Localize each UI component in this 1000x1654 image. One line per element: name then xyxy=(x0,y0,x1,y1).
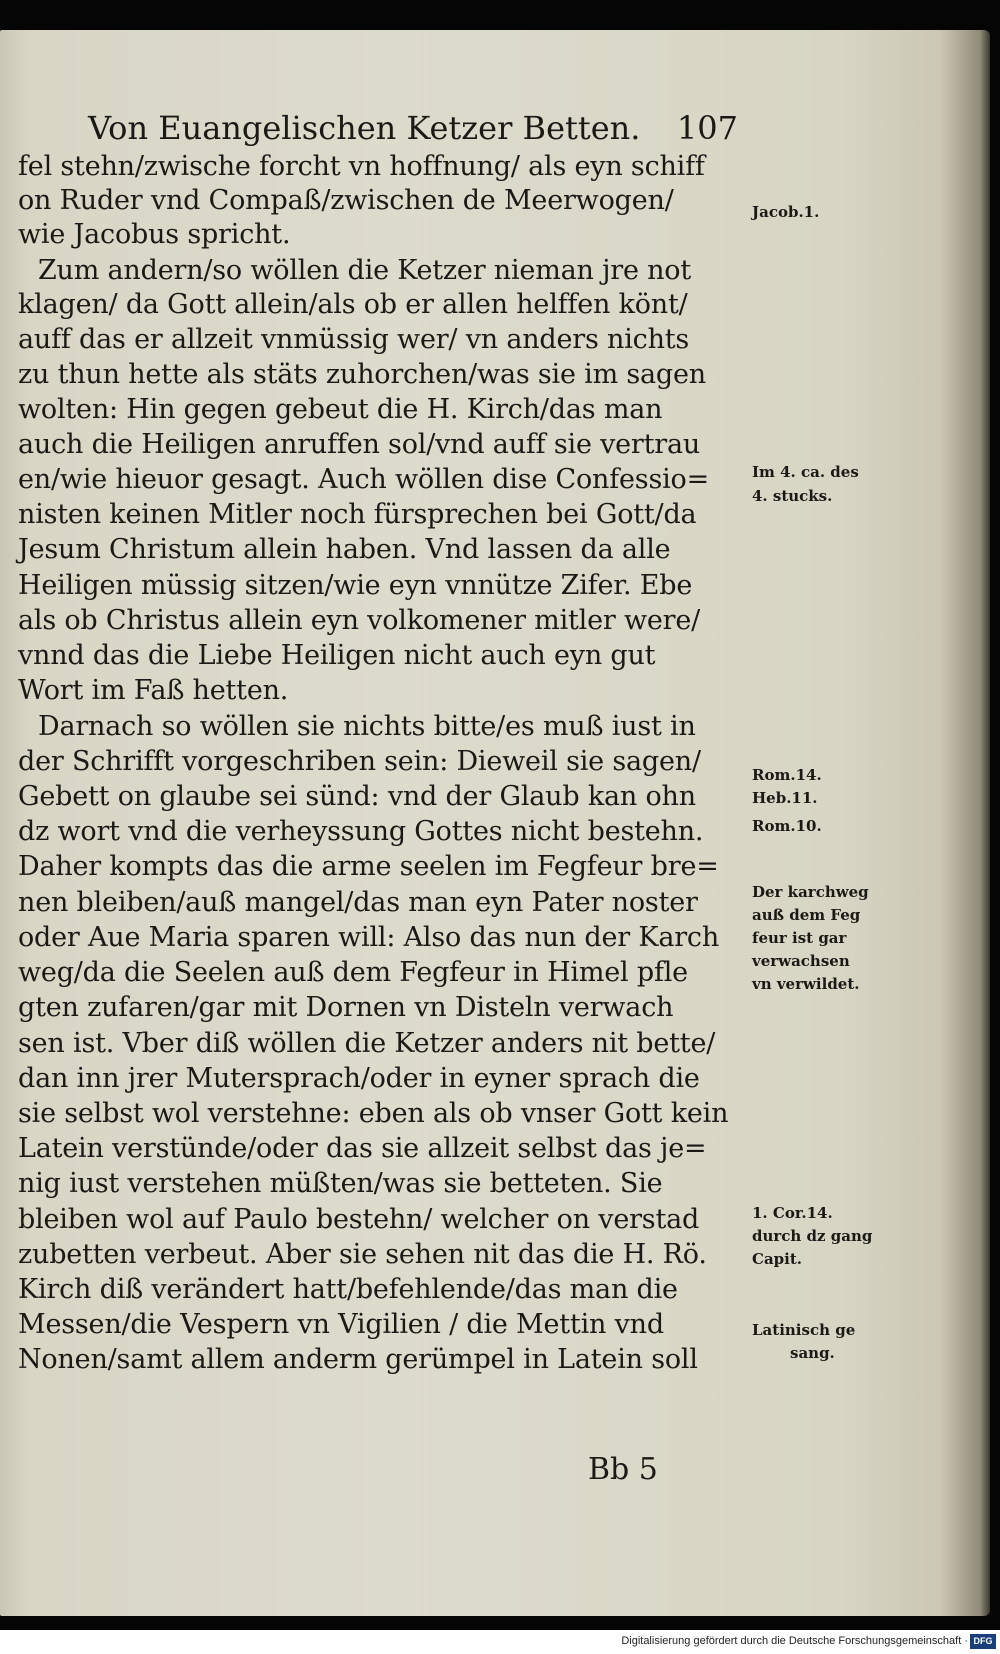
text-line: Kirch diß verändert hatt/befehlende/das man die xyxy=(18,1274,678,1305)
running-header xyxy=(88,108,738,148)
text-line: nig iust verstehen müßten/was sie betteten. Sie xyxy=(18,1168,663,1199)
footer-bar xyxy=(0,1630,1000,1654)
text-line: sie selbst wol verstehne: eben als ob vnser Gott kein xyxy=(18,1098,729,1129)
text-line: zubetten verbeut. Aber sie sehen nit das die H. Rö. xyxy=(18,1239,707,1270)
text-line: Latein verstünde/oder das sie allzeit selbst das je= xyxy=(18,1133,707,1164)
text-line: als ob Christus allein eyn volkomener mitler were/ xyxy=(18,605,701,636)
funding-credit: Digitalisierung gefördert durch die Deutsche Forschungsgemeinschaft · xyxy=(621,1635,968,1647)
text-line: Heiligen müssig sitzen/wie eyn vnnütze Zifer. Ebe xyxy=(18,570,693,601)
margin-note: durch dz gang xyxy=(752,1227,873,1245)
text-line: vnnd das die Liebe Heiligen nicht auch eyn gut xyxy=(18,640,656,671)
text-line: gten zufaren/gar mit Dornen vn Disteln verwach xyxy=(18,992,674,1023)
text-line: nisten keinen Mitler noch fürsprechen bei Gott/da xyxy=(18,499,697,530)
margin-note: Im 4. ca. des xyxy=(752,463,859,481)
margin-note: auß dem Feg xyxy=(752,906,861,924)
text-line: on Ruder vnd Compaß/zwischen de Meerwogen/ xyxy=(18,185,674,216)
text-line: Wort im Faß hetten. xyxy=(18,675,289,706)
dfg-logo: DFG xyxy=(970,1634,996,1649)
margin-note: Rom.10. xyxy=(752,817,822,835)
text-line: Zum andern/so wöllen die Ketzer nieman jre not xyxy=(38,255,692,286)
text-line: der Schrifft vorgeschriben sein: Dieweil sie sagen/ xyxy=(18,746,701,777)
header-title: Von Euangelischen Ketzer Betten. xyxy=(88,109,641,147)
margin-note: Jacob.1. xyxy=(752,203,820,221)
margin-note: Der karchweg xyxy=(752,883,869,901)
text-line: fel stehn/zwische forcht vn hoffnung/ als eyn schiff xyxy=(18,151,705,182)
text-line: Jesum Christum allein haben. Vnd lassen da alle xyxy=(18,534,671,565)
text-line: sen ist. Vber diß wöllen die Ketzer anders nit bette/ xyxy=(18,1028,716,1059)
text-line: zu thun hette als stäts zuhorchen/was sie im sagen xyxy=(18,359,706,390)
text-line: dan inn jrer Mutersprach/oder in eyner sprach die xyxy=(18,1063,700,1094)
text-line: Nonen/samt allem anderm gerümpel in Latein soll xyxy=(18,1344,698,1375)
text-line: auch die Heiligen anruffen sol/vnd auff sie vertrau xyxy=(18,429,701,460)
text-line: Daher kompts das die arme seelen im Fegfeur bre= xyxy=(18,851,719,882)
page-number: 107 xyxy=(676,109,738,147)
margin-note: vn verwildet. xyxy=(752,975,860,993)
margin-note: verwachsen xyxy=(752,952,850,970)
margin-note: sang. xyxy=(790,1344,835,1362)
book-page xyxy=(0,30,990,1616)
text-line: weg/da die Seelen auß dem Fegfeur in Himel pfle xyxy=(18,957,688,988)
text-line: Darnach so wöllen sie nichts bitte/es muß iust in xyxy=(38,711,696,742)
margin-note: feur ist gar xyxy=(752,929,847,947)
text-line: bleiben wol auf Paulo bestehn/ welcher on verstad xyxy=(18,1204,700,1235)
margin-note: 1. Cor.14. xyxy=(752,1204,833,1222)
margin-note: Capit. xyxy=(752,1250,802,1268)
text-line: Messen/die Vespern vn Vigilien / die Mettin vnd xyxy=(18,1309,664,1340)
text-line: wie Jacobus spricht. xyxy=(18,219,291,250)
text-line: oder Aue Maria sparen will: Also das nun der Karch xyxy=(18,922,720,953)
text-line: en/wie hieuor gesagt. Auch wöllen dise Confessio= xyxy=(18,464,710,495)
text-line: auff das er allzeit vnmüssig wer/ vn anders nichts xyxy=(18,324,690,355)
text-line: klagen/ da Gott allein/als ob er allen helffen könt/ xyxy=(18,289,688,320)
margin-note: Latinisch ge xyxy=(752,1321,856,1339)
margin-note: Rom.14. xyxy=(752,766,822,784)
signature-mark: Bb 5 xyxy=(588,1452,658,1487)
text-line: Gebett on glaube sei sünd: vnd der Glaub kan ohn xyxy=(18,781,696,812)
margin-note: Heb.11. xyxy=(752,789,818,807)
margin-note: 4. stucks. xyxy=(752,487,833,505)
text-line: nen bleiben/auß mangel/das man eyn Pater noster xyxy=(18,887,698,918)
text-line: dz wort vnd die verheyssung Gottes nicht bestehn. xyxy=(18,816,704,847)
text-line: wolten: Hin gegen gebeut die H. Kirch/das man xyxy=(18,394,663,425)
